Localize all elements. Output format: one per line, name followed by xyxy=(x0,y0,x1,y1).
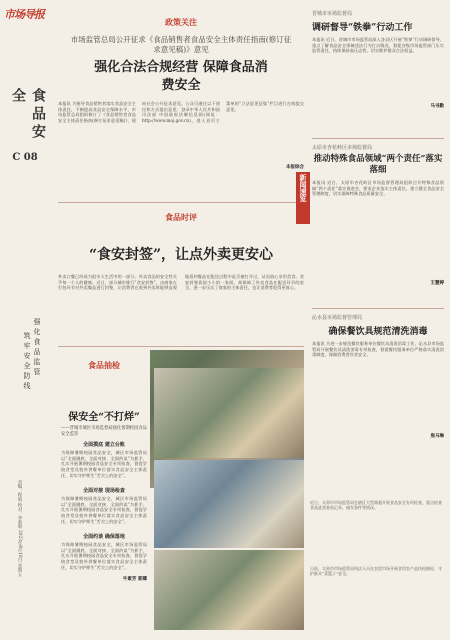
article-2-body: 本报讯 近日，太原市杏花岭区市场监督管理局组织召开特殊食品领域“两个责任”落实推进会，要求企业落实主体责任，建立健全食品安全管理制度，切实保障特殊食品质量安全。 xyxy=(312,180,444,197)
photo-supermarket xyxy=(154,368,304,458)
caption-2: 日前，太原市市场监管局执法人员在农贸市场开展食用农产品快检抽检，守护群众“菜篮子”安全。 xyxy=(310,566,442,576)
masthead-logo xyxy=(4,6,52,32)
focus-section xyxy=(58,10,304,198)
masthead-title: 市场导报 xyxy=(4,8,44,21)
focus-kicker: 政策关注 xyxy=(165,17,197,27)
slogan-bottom: 筑牢安全防线 xyxy=(23,332,31,392)
article-1-source: 晋城市市场监督局 xyxy=(312,11,353,17)
focus-title: 强化合法合规经营 保障食品消费安全 xyxy=(94,60,268,93)
article-1-body: 本报讯 近日，晋城市市场监管局深入各县区开展“铁拳”行动调研督导，重点了解食品安全领域违法行为打击情况，督促各级市场监管部门压实监管责任，持续保持高压态势，切实维护群众合法权益。 xyxy=(312,37,444,54)
article-3-body: 本报讯 为进一步规范餐饮服务单位餐饮具清洗消毒工作，沁水县市场监管局开展餐饮具清洗消毒专项检查，督促餐饮服务单位严格落实清洗消毒制度，保障消费者饮食安全。 xyxy=(312,341,444,358)
promo-h1: 全面摸底 建立台账 xyxy=(83,442,125,449)
slogan-top: 强化食品监管 xyxy=(33,318,41,378)
page-number: C 08 xyxy=(12,152,38,163)
hot-kicker: 食品时评 xyxy=(165,212,197,222)
hot-title: “食安封签”，让点外卖更安心 xyxy=(88,247,274,263)
promo-body-1: 为保障暑期校园食品安全，城区市场监管局以“全面摸底、全面对接、全面约谈”为抓手，扎实开展暑期校园食品安全专项检查，督促学校食堂及校外供餐单位落实食品安全主体责任，切实守护师生“舌尖上的安全”。 xyxy=(61,450,147,478)
article-2-source: 太原市杏花岭区市场监督局 xyxy=(312,145,373,151)
promo-title: 保安全“不打烊” xyxy=(68,412,140,423)
promo-h3: 全面约谈 确保落地 xyxy=(83,534,125,541)
article-1 xyxy=(312,10,444,130)
article-3-author: 焦马琳 xyxy=(430,434,444,439)
article-3 xyxy=(312,314,444,492)
section-name: 食品安全 xyxy=(10,88,46,142)
article-3-source: 沁水县市场监督管理局 xyxy=(312,315,363,321)
promo-subtitle: ——晋城市城区市场监督局强化暑期校园食品安全监管 xyxy=(61,426,147,437)
caption-1: 近日，太原市市场监管局在辖区大型商超开展食品安全专项检查，重点检查食品进货查验记录、储存条件等情况。 xyxy=(310,500,442,510)
photo-canteen xyxy=(154,550,304,630)
news-label: 新闻速览 xyxy=(296,172,310,224)
divider-r1 xyxy=(312,138,444,139)
sidebar-slogan xyxy=(14,318,42,396)
focus-byline: 本报综合 xyxy=(286,165,304,170)
divider-r2 xyxy=(312,308,444,309)
promo-h2: 全面对接 现场检查 xyxy=(83,488,125,495)
section-title xyxy=(8,88,46,172)
hot-body: 外卖订餐已经成为很多人生活中的一部分，外卖食品的安全性关乎每一个人的健康。近日，部分城市推行“食安封签”，由商家在打包环节对外卖餐品进行封签，让消费者在收到外卖时能够直观地看到餐品在配送过程中是否被打开过，从而放心享用美食。食安封签看似小小的一张纸，却保障了外卖食品在配送环节的安全，进一步压实了商家的主体责任，也让消费者吃得更放心。 xyxy=(58,274,304,291)
divider-2 xyxy=(58,346,304,347)
photo-market-booth xyxy=(154,460,304,548)
divider-1 xyxy=(58,202,304,203)
promo-body-2: 为保障暑期校园食品安全，城区市场监管局以“全面摸底、全面对接、全面约谈”为抓手，扎实开展暑期校园食品安全专项检查，督促学校食堂及校外供餐单位落实食品安全主体责任，切实守护师生“舌尖上的安全”。 xyxy=(61,496,147,524)
promo-section xyxy=(58,350,150,630)
promo-kicker: 食品抽检 xyxy=(88,360,120,370)
promo-body-3: 为保障暑期校园食品安全，城区市场监管局以“全面摸底、全面对接、全面约谈”为抓手，扎实开展暑期校园食品安全专项检查，督促学校食堂及校外供餐单位落实食品安全主体责任，切实守护师生“舌尖上的安全”。 xyxy=(61,542,147,570)
page-footer: 责编：程娟 校对：李新娟 2023年8月18日 星期五 xyxy=(17,480,22,577)
article-3-title: 确保餐饮具规范清洗消毒 xyxy=(328,327,428,337)
focus-lead: 市场监管总局公开征求《食品销售者食品安全主体责任指南(修订征求意见稿)》意见 xyxy=(70,35,292,54)
article-1-title: 调研督导“铁拳”行动工作 xyxy=(312,23,413,33)
article-1-author: 马书勤 xyxy=(430,104,444,109)
article-2-author: 王慧婷 xyxy=(430,281,444,286)
focus-body: 本报讯 为指导食品销售者落实食品安全主体责任，不断提高食品安全保障水平，市场监管总局组织修订了《食品销售者食品安全主体责任指南(修订征求意见稿)》，现向社会公开征求意见。公众可通过以下途径和方式提出意见：登录中华人民共和国司法部 中国政府法制信息网(网址：http://www.moj.gov.cn)，进入首页主菜单的“立法意见征集”栏目进行在线提交意见。 xyxy=(58,101,304,123)
article-2-title: 推动特殊食品领域“两个责任”落实落细 xyxy=(313,154,443,175)
article-2 xyxy=(312,144,444,304)
promo-author: 牛素芳 郭卿 xyxy=(122,577,147,583)
